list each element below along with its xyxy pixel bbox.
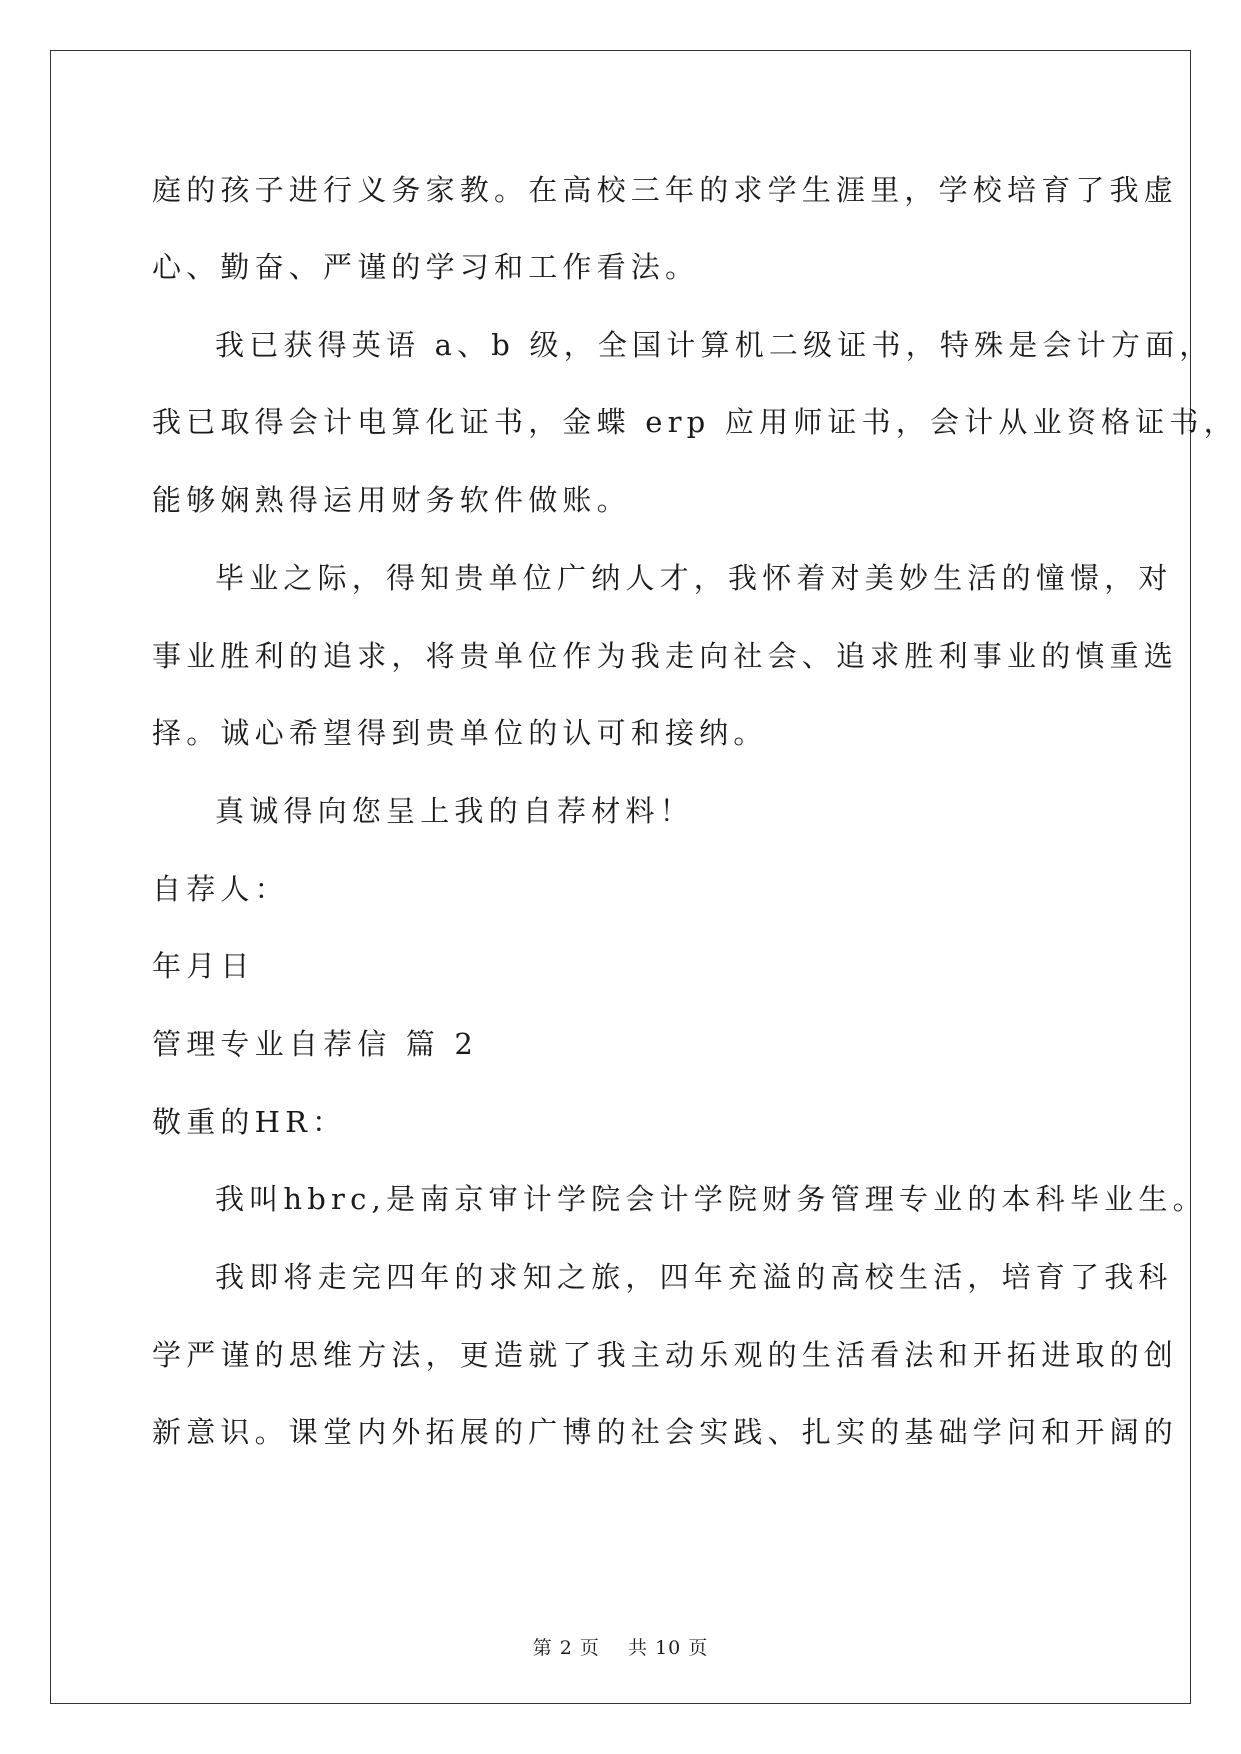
text-line: 择。诚心希望得到贵单位的认可和接纳。 bbox=[152, 716, 768, 750]
text-line: 我即将走完四年的求知之旅，四年充溢的高校生活，培育了我科 bbox=[215, 1260, 1173, 1294]
text-line: 我已获得英语 a、b 级，全国计算机二级证书，特殊是会计方面， bbox=[215, 328, 1214, 362]
text-line: 事业胜利的追求，将贵单位作为我走向社会、追求胜利事业的慎重选 bbox=[152, 639, 1179, 673]
text-line: 学严谨的思维方法，更造就了我主动乐观的生活看法和开拓进取的创 bbox=[152, 1338, 1179, 1372]
section-heading: 管理专业自荐信 篇 2 bbox=[152, 1027, 479, 1061]
page-number-footer: 第 2 页 共 10 页 bbox=[532, 1637, 709, 1659]
text-line: 真诚得向您呈上我的自荐材料！ bbox=[215, 794, 694, 828]
text-line: 庭的孩子进行义务家教。在高校三年的求学生涯里，学校培育了我虚 bbox=[152, 173, 1179, 207]
signature-label: 自荐人： bbox=[152, 872, 289, 906]
text-line: 毕业之际，得知贵单位广纳人才，我怀着对美妙生活的憧憬，对 bbox=[215, 561, 1173, 595]
text-line: 新意识。课堂内外拓展的广博的社会实践、扎实的基础学问和开阔的 bbox=[152, 1415, 1179, 1449]
text-line: 心、勤奋、严谨的学习和工作看法。 bbox=[152, 250, 700, 284]
text-line: 能够娴熟得运用财务软件做账。 bbox=[152, 483, 631, 517]
text-line: 我已取得会计电算化证书，金蝶 erp 应用师证书，会计从业资格证书， bbox=[152, 405, 1238, 439]
salutation: 敬重的HR： bbox=[152, 1105, 347, 1139]
date-label: 年月日 bbox=[152, 949, 255, 983]
text-line: 我叫hbrc,是南京审计学院会计学院财务管理专业的本科毕业生。 bbox=[215, 1182, 1207, 1216]
